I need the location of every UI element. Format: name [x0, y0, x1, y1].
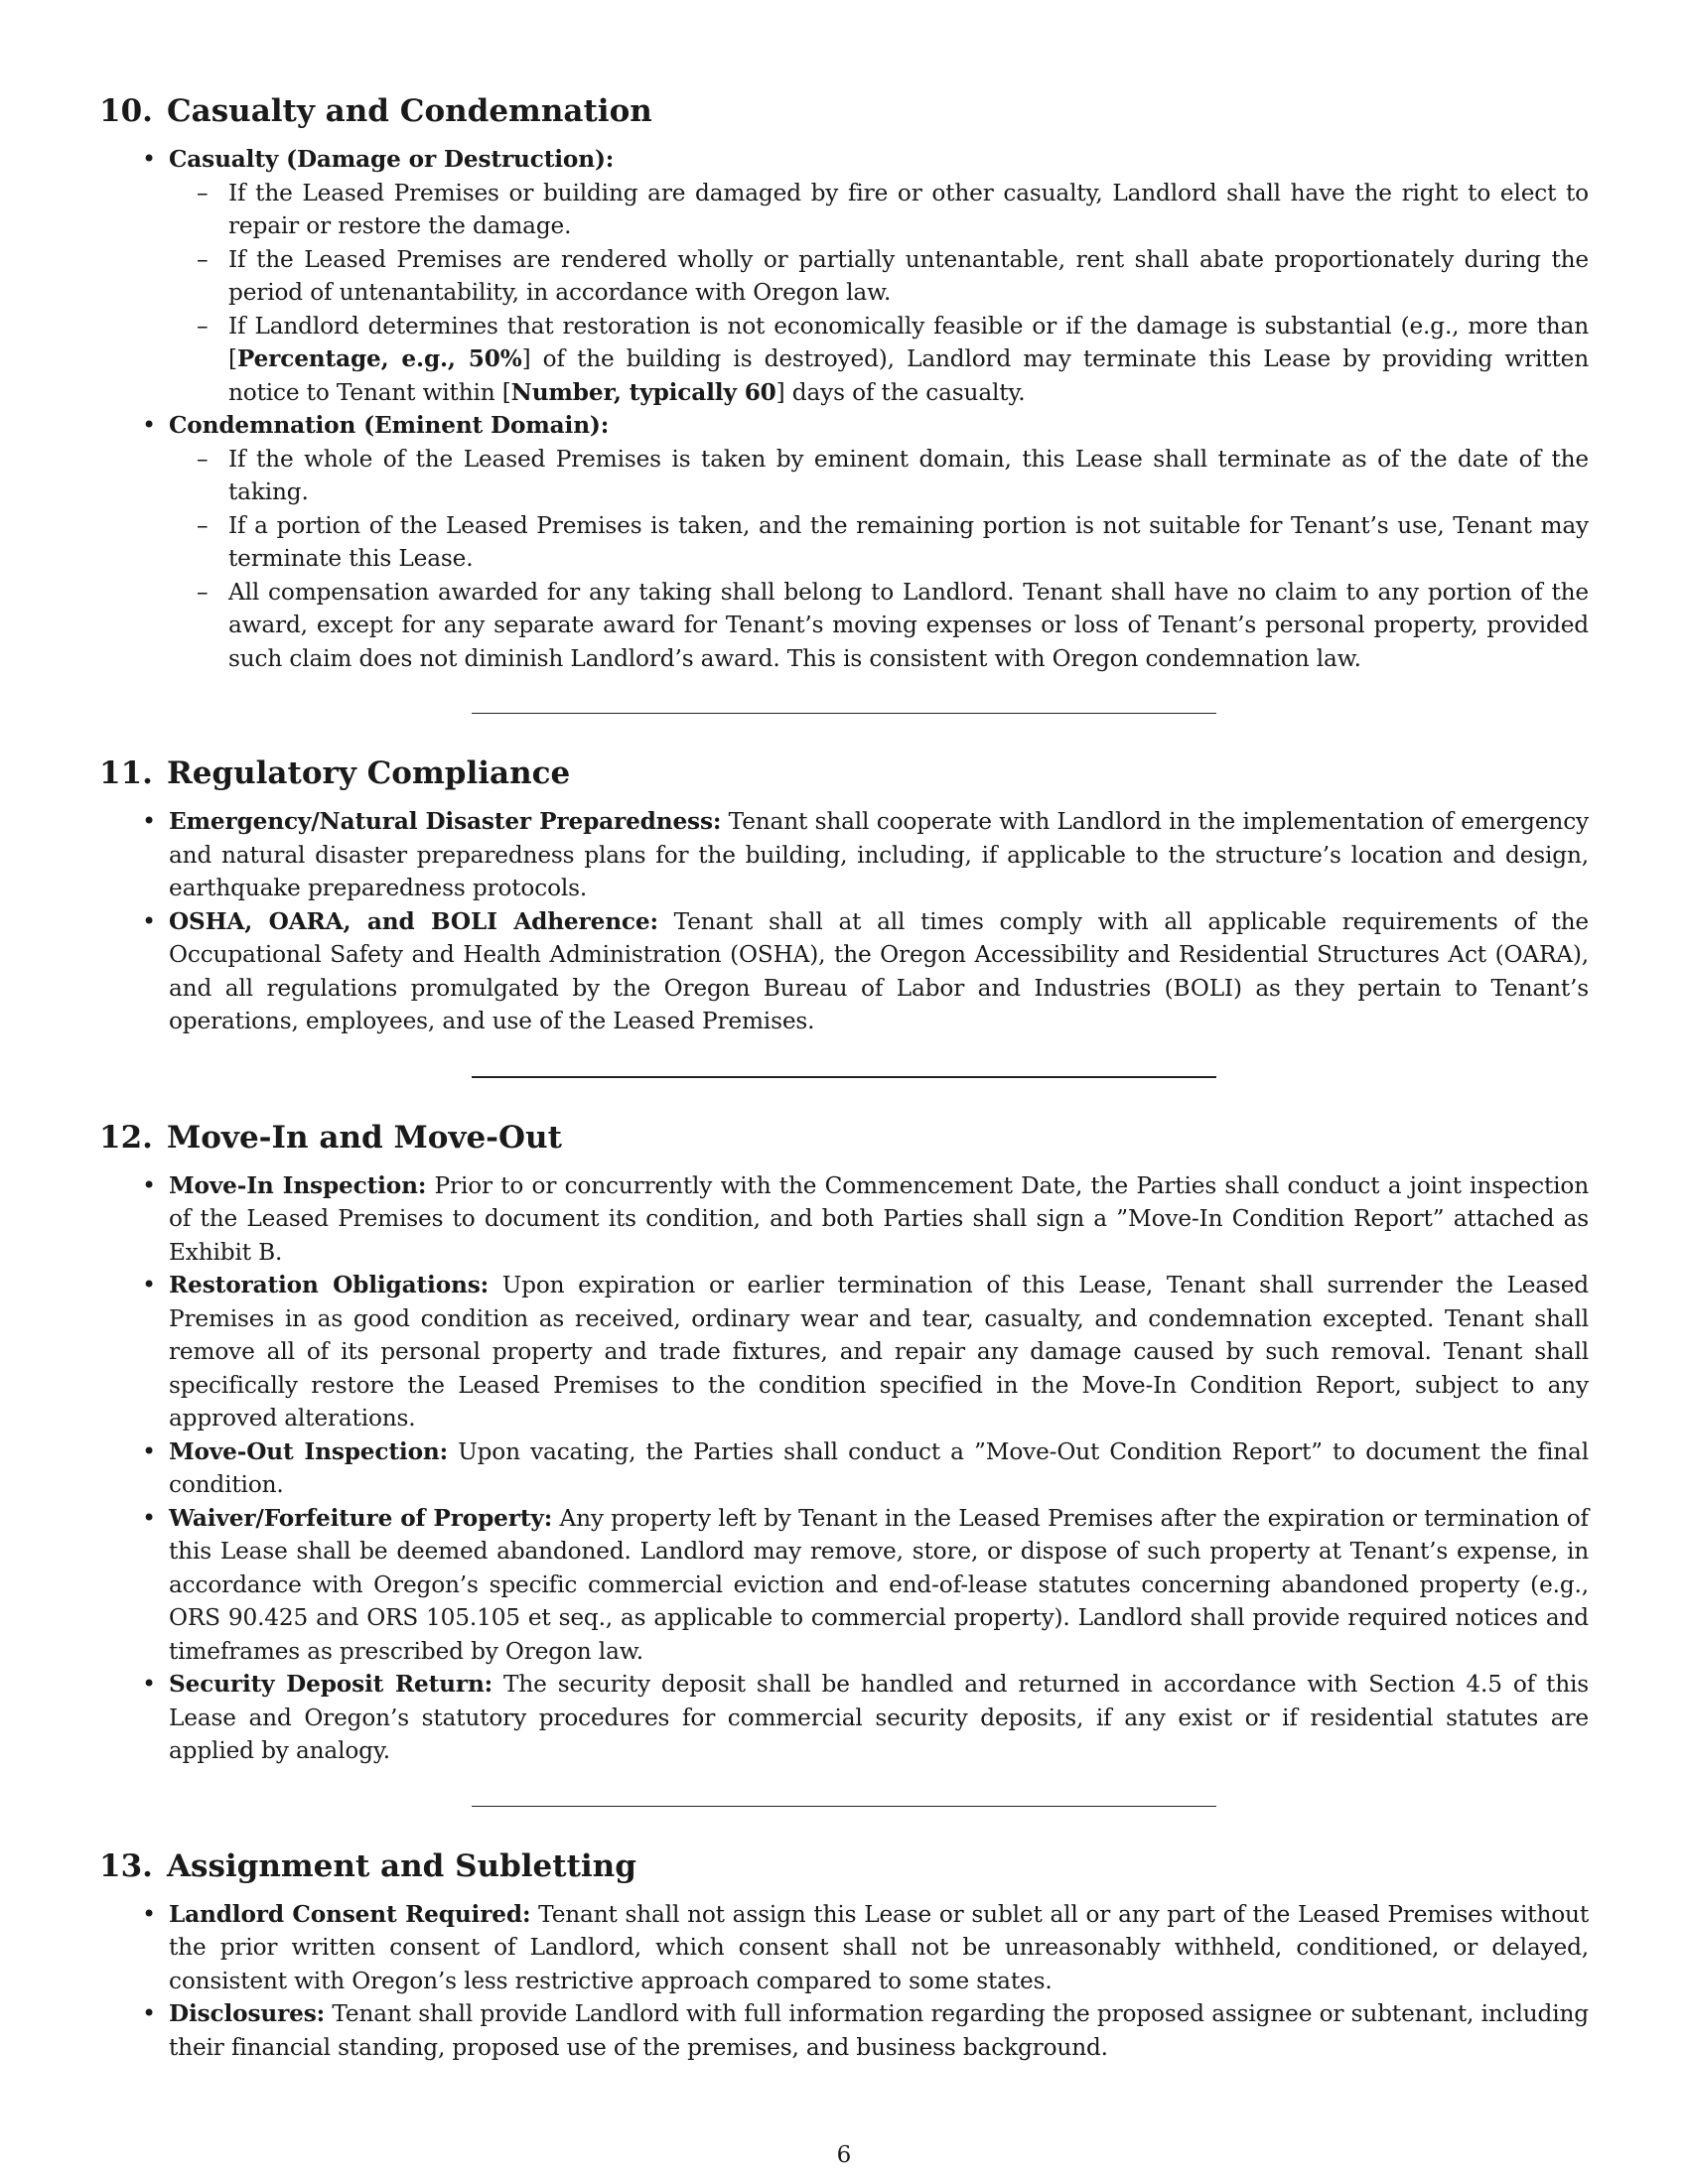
item-label: Disclosures:	[169, 2000, 326, 2027]
horizontal-rule	[472, 1076, 1216, 1078]
list-item	[169, 1898, 1589, 1998]
section-move-in-move-out	[99, 1118, 1589, 1768]
item-text: Tenant shall at all times comply with all applicable requirements of the Occupational Safety and Health Administration (OSHA), the Oregon Accessibility and Residential Structures Act (OARA), and all regulations promulgated by the Oregon Bureau of Labor and Industries (BOLI) as they pertain to Tenant’s operations, employees, and use of the Leased Premises.	[169, 907, 1589, 1034]
sub-list-item: – If the Leased Premises or building are damaged by fire or other casualty, Landlord shall have the right to elect to repair or restore the damage.	[228, 177, 1589, 243]
section-number: 10.	[99, 93, 153, 129]
list-item	[169, 1169, 1589, 1270]
section-heading	[99, 1118, 1589, 1158]
bullet-list	[99, 1169, 1589, 1768]
item-label: Move-Out Inspection:	[169, 1437, 449, 1465]
item-text: Prior to or concurrently with the Commencement Date, the Parties shall conduct a joint inspection of the Leased Premises to document its condition, and both Parties shall sign a ”Move-In Condition Report” attached as Exhibit B.	[169, 1171, 1589, 1266]
item-label: Condemnation (Eminent Domain):	[169, 412, 610, 439]
item-label: Casualty (Damage or Destruction):	[169, 146, 615, 173]
section-heading	[99, 91, 1589, 131]
section-regulatory-compliance	[99, 753, 1589, 1038]
item-label: Security Deposit Return:	[169, 1671, 493, 1698]
section-assignment-subletting	[99, 1846, 1589, 2065]
section-title: Casualty and Condemnation	[166, 93, 652, 129]
list-item	[169, 1502, 1589, 1669]
sub-list	[169, 177, 1589, 410]
section-heading	[99, 753, 1589, 793]
section-title: Assignment and Subletting	[166, 1847, 636, 1884]
sub-list	[169, 443, 1589, 676]
sub-list-item: – If the Leased Premises are rendered wholly or partially untenantable, rent shall abate proportionately during the period of untenantability, in accordance with Oregon law.	[228, 243, 1589, 310]
section-number: 11.	[99, 755, 153, 791]
horizontal-rule	[472, 1806, 1216, 1807]
bullet-list	[99, 805, 1589, 1038]
list-item	[169, 805, 1589, 905]
sub-list-item: – If the whole of the Leased Premises is taken by eminent domain, this Lease shall terminate as of the date of the taking.	[228, 443, 1589, 509]
sub-list-item	[228, 310, 1589, 410]
document-page	[99, 91, 1589, 2064]
item-text: ] days of the casualty.	[775, 378, 1026, 406]
list-item	[169, 1997, 1589, 2064]
bullet-list	[99, 143, 1589, 675]
list-item	[169, 905, 1589, 1038]
item-label: Waiver/Forfeiture of Property:	[169, 1504, 553, 1532]
list-item	[169, 1668, 1589, 1768]
item-text: ] of the building is destroyed), Landlord may terminate this Lease by providing written notice to Tenant within [	[228, 345, 1589, 406]
placeholder-percentage: Percentage, e.g., 50%	[236, 345, 522, 372]
page-number: 6	[836, 2142, 852, 2168]
section-number: 13.	[99, 1847, 153, 1884]
item-label: Restoration Obligations:	[169, 1272, 490, 1298]
section-heading	[99, 1846, 1589, 1886]
sub-list-item: – All compensation awarded for any taking shall belong to Landlord. Tenant shall have no claim to any portion of the award, except for any separate award for Tenant’s moving expenses or loss of Tenant’s personal property, provided such claim does not diminish Landlord’s award. This is consistent with Oregon condemnation law.	[228, 576, 1589, 676]
item-text: Tenant shall cooperate with Landlord in the implementation of emergency and natural disaster preparedness plans for the building, including, if applicable to the structure’s location and design, earthquake preparedness protocols.	[169, 808, 1589, 901]
horizontal-rule	[472, 713, 1216, 714]
item-label: OSHA, OARA, and BOLI Adherence:	[169, 907, 658, 935]
item-text: Any property left by Tenant in the Leased Premises after the expiration or termination of this Lease shall be deemed abandoned. Landlord may remove, store, or dispose of such property at Tenant’s expense, in accordance with Oregon’s specific commercial eviction and end-of-lease statutes concerning abandoned property (e.g., ORS 90.425 and ORS 105.105 et seq., as applicable to commercial property). Landlord shall provide required notices and timeframes as prescribed by Oregon law.	[169, 1504, 1589, 1665]
list-item	[169, 409, 1589, 675]
item-text: Upon vacating, the Parties shall conduct a ”Move-Out Condition Report” to document the final condition.	[169, 1437, 1589, 1498]
item-text: The security deposit shall be handled and returned in accordance with Section 4.5 of this Lease and Oregon’s statutory procedures for commercial security deposits, if any exist or if residential statutes are applied by analogy.	[169, 1671, 1589, 1764]
list-item	[169, 1435, 1589, 1502]
section-title: Move-In and Move-Out	[166, 1119, 562, 1156]
item-text: If Landlord determines that restoration is not economically feasible or if the damage is substantial (e.g., more than [	[228, 312, 1589, 372]
item-label: Landlord Consent Required:	[169, 1900, 531, 1928]
item-label: Emergency/Natural Disaster Preparedness:	[169, 808, 722, 835]
item-text: Upon expiration or earlier termination of this Lease, Tenant shall surrender the Leased Premises in as good condition as received, ordinary wear and tear, casualty, and condemnation excepted. Tenant shall remove all of its personal property and trade fixtures, and repair any damage caused by such removal. Tenant shall specifically restore the Leased Premises to the condition specified in the Move-In Condition Report, subject to any approved alterations.	[169, 1272, 1589, 1432]
item-text: Tenant shall provide Landlord with full information regarding the proposed assignee or subtenant, including their financial standing, proposed use of the premises, and business background.	[169, 2000, 1589, 2061]
item-text: Tenant shall not assign this Lease or sublet all or any part of the Leased Premises without the prior written consent of Landlord, which consent shall not be unreasonably withheld, conditioned, or delayed, consistent with Oregon’s less restrictive approach compared to some states.	[169, 1900, 1589, 1994]
placeholder-days: Number, typically 60	[510, 378, 776, 406]
bullet-list	[99, 1898, 1589, 2065]
section-casualty-condemnation	[99, 91, 1589, 675]
list-item	[169, 1269, 1589, 1435]
section-number: 12.	[99, 1119, 153, 1156]
sub-list-item: – If a portion of the Leased Premises is taken, and the remaining portion is not suitable for Tenant’s use, Tenant may terminate this Lease.	[228, 509, 1589, 576]
section-title: Regulatory Compliance	[166, 755, 571, 791]
list-item	[169, 143, 1589, 409]
item-label: Move-In Inspection:	[169, 1171, 427, 1199]
